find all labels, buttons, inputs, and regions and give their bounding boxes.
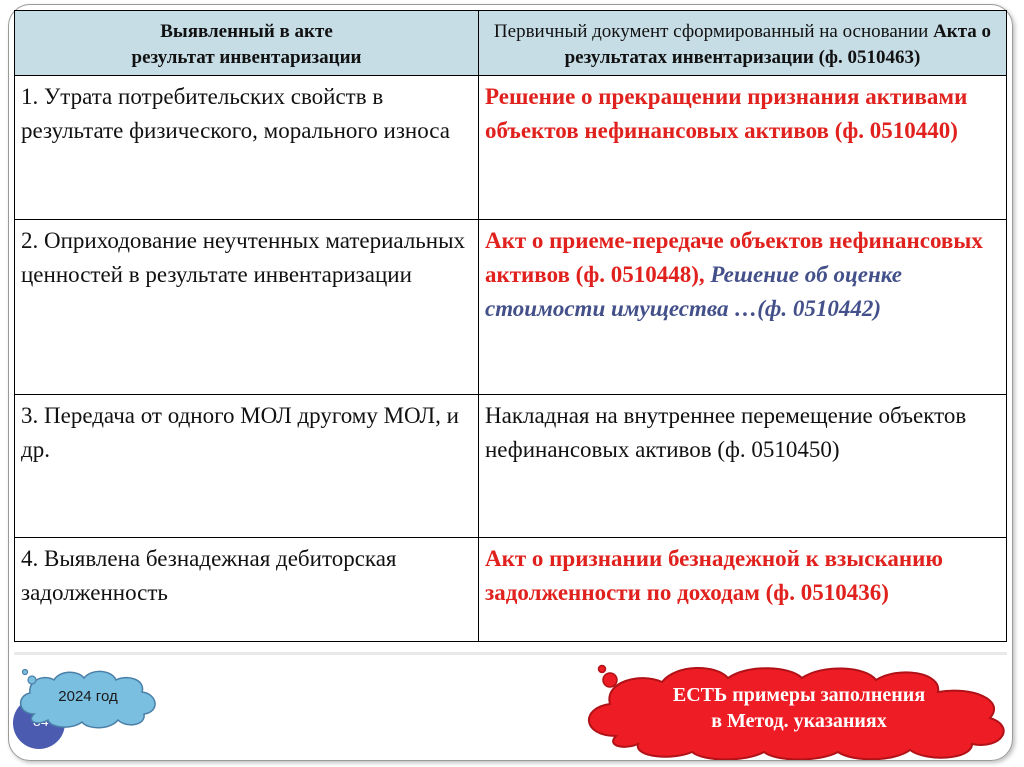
document-cell — [479, 76, 1007, 220]
document-red-text: Решение о прекращении признания активами объектов нефинансовых активов (ф. 0510440) — [485, 84, 968, 143]
header-document-prefix: Первичный документ сформированный на основании — [493, 21, 934, 42]
document-cell — [479, 220, 1007, 395]
table-header-row — [15, 11, 1007, 76]
document-red-text: Акт о приеме-передаче объектов нефинансовых активов (ф. 0510448), — [485, 228, 983, 287]
table-row — [15, 76, 1007, 220]
document-cell: Накладная на внутреннее перемещение объектов нефинансовых активов (ф. 0510450) — [479, 395, 1007, 538]
table-row — [15, 395, 1007, 538]
result-cell: 3. Передача от одного МОЛ другому МОЛ, и др. — [15, 395, 479, 538]
table-bottom-shadow — [14, 652, 1007, 655]
document-cell — [479, 538, 1007, 642]
year-callout-text: 2024 год — [58, 688, 118, 705]
header-document — [479, 11, 1007, 76]
document-red-text: Акт о признании безнадежной к взысканию задолженности по доходам (ф. 0510436) — [485, 546, 943, 605]
result-cell: 1. Утрата потребительских свойств в результате физического, морального износа — [15, 76, 479, 220]
table-row — [15, 220, 1007, 395]
document-blue-text: Решение об оценке стоимости имущества …(ф. 0510442) — [485, 262, 902, 321]
note-callout-line1: ЕСТЬ примеры заполнения — [672, 684, 926, 706]
result-cell: 4. Выявлена безнадежная дебиторская задолженность — [15, 538, 479, 642]
header-result — [15, 11, 479, 76]
note-callout — [576, 664, 1022, 760]
note-callout-line2: в Метод. указаниях — [711, 710, 887, 732]
inventory-results-table — [14, 10, 1007, 642]
header-document-bold: Акта о результатах инвентаризации (ф. 0510463) — [564, 21, 992, 68]
table-row — [15, 538, 1007, 642]
header-result-line2: результат инвентаризации — [131, 47, 362, 68]
result-cell: 2. Оприходование неучтенных материальных ценностей в результате инвентаризации — [15, 220, 479, 395]
header-result-line1: Выявленный в акте — [160, 21, 333, 42]
year-callout — [12, 666, 164, 730]
